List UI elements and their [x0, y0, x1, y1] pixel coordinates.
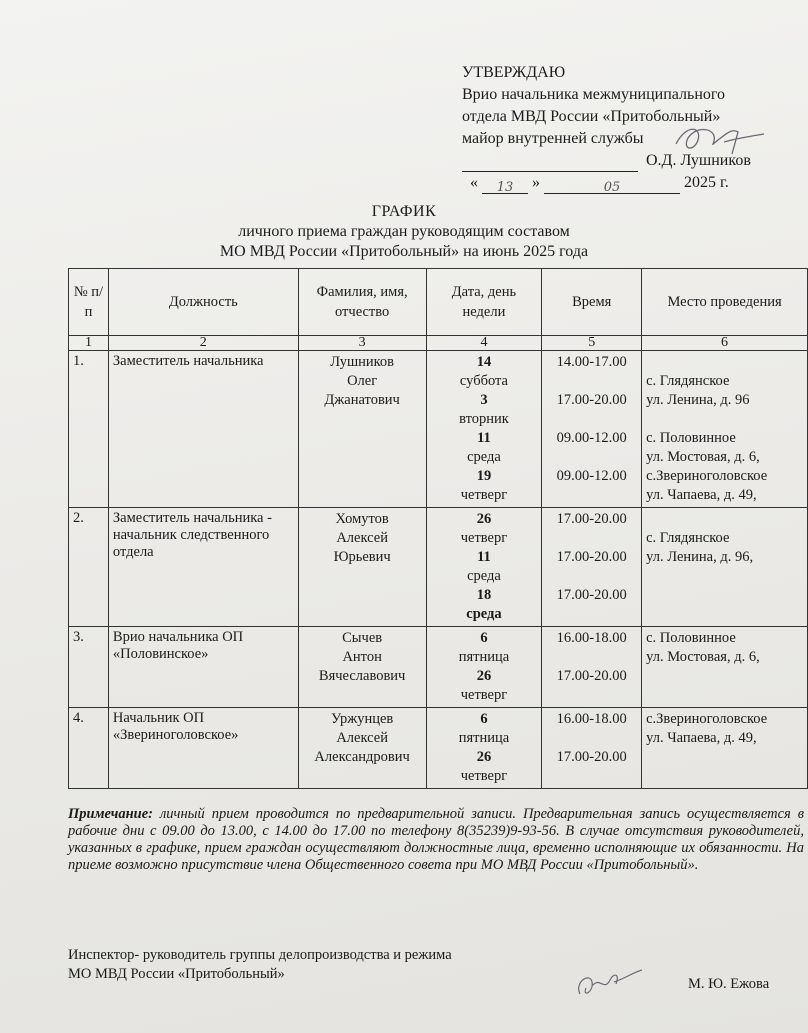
first-name: Алексей	[336, 530, 388, 546]
date-day: 3	[480, 392, 488, 408]
signature-blank	[462, 155, 638, 172]
col-num: 2	[108, 336, 298, 351]
place-village: с.Звериноголовское	[646, 711, 768, 727]
place-village: с. Половинное	[646, 430, 736, 446]
row-dates	[426, 508, 542, 627]
weekday: среда	[467, 449, 501, 465]
table-row	[69, 627, 808, 708]
title-line-1: ГРАФИК	[371, 203, 437, 220]
patronymic: Александрович	[314, 749, 410, 765]
date-day: 26	[476, 668, 492, 684]
row-places	[642, 351, 808, 508]
table-row	[69, 508, 808, 627]
place-village: с.Звериноголовское	[646, 468, 768, 484]
patronymic: Юрьевич	[333, 549, 391, 565]
time-slot: 17.00-20.00	[556, 587, 627, 603]
table-row	[69, 708, 808, 789]
row-fullname	[298, 351, 426, 508]
note-text: личный прием проводится по предварительной записи. Предварительная запись осуществляется в рабочие дни с 09.00 до 13.00, с 14.00 до 17.00 по телефону 8(35239)9-93-56. В случае отсутствия руководителей, указанных в графике, прием граждан осуществляют должностные лица, временно исполняющие их обязанности. На приеме возможно присутствие члена Общественного совета при МО МВД России «Притобольный».	[68, 806, 805, 873]
date-day: 11	[477, 430, 491, 446]
place-street: ул. Ленина, д. 96,	[646, 549, 754, 565]
first-name: Олег	[347, 373, 378, 389]
weekday: среда	[467, 568, 501, 584]
date-day: 13	[482, 177, 528, 194]
time-slot: 17.00-20.00	[556, 749, 627, 765]
date-day: 26	[476, 749, 492, 765]
time-slot: 09.00-12.00	[556, 468, 627, 484]
approver-name: О.Д. Лушников	[646, 152, 751, 169]
place-street: ул. Ленина, д. 96	[646, 392, 750, 408]
column-number-row	[69, 336, 808, 351]
document-title	[0, 202, 808, 262]
note-paragraph	[68, 806, 804, 874]
table-header-row	[69, 269, 808, 336]
row-dates	[426, 708, 542, 789]
time-slot: 16.00-18.00	[556, 630, 627, 646]
row-position: Заместитель начальника - начальник следственного отдела	[108, 508, 298, 627]
row-position: Заместитель начальника	[108, 351, 298, 508]
patronymic: Джанатович	[324, 392, 400, 408]
approval-line-1: Врио начальника межмуниципального	[462, 86, 726, 103]
row-fullname	[298, 627, 426, 708]
title-line-2: личного приема граждан руководящим составом	[238, 223, 570, 240]
header-time: Время	[542, 269, 642, 336]
row-times	[542, 627, 642, 708]
col-num: 5	[542, 336, 642, 351]
date-day: 14	[476, 354, 492, 370]
row-position: Врио начальника ОП «Половинское»	[108, 627, 298, 708]
date-day: 18	[476, 587, 492, 603]
inspector-signature-image	[570, 962, 650, 1006]
first-name: Антон	[342, 649, 382, 665]
weekday: пятница	[458, 730, 510, 746]
time-slot: 17.00-20.00	[556, 511, 627, 527]
surname: Лушников	[330, 354, 395, 370]
date-day: 6	[480, 630, 488, 646]
weekday: пятница	[458, 649, 510, 665]
weekday: суббота	[459, 373, 508, 389]
first-name: Алексей	[336, 730, 388, 746]
weekday: среда	[466, 606, 502, 622]
row-number: 3.	[69, 627, 109, 708]
row-number: 2.	[69, 508, 109, 627]
date-day: 11	[477, 549, 491, 565]
col-num: 4	[426, 336, 542, 351]
footer-block	[68, 946, 452, 984]
time-slot: 09.00-12.00	[556, 430, 627, 446]
col-num: 6	[642, 336, 808, 351]
row-fullname	[298, 708, 426, 789]
date-year: 2025 г.	[684, 174, 729, 191]
header-place: Место проведения	[642, 269, 808, 336]
row-number: 4.	[69, 708, 109, 789]
signer-name: М. Ю. Ежова	[688, 976, 770, 992]
table-row	[69, 351, 808, 508]
header-name: Фамилия, имя, отчество	[298, 269, 426, 336]
header-date: Дата, день недели	[426, 269, 542, 336]
row-times	[542, 708, 642, 789]
surname: Уржунцев	[330, 711, 394, 727]
row-dates	[426, 351, 542, 508]
patronymic: Вячеславович	[318, 668, 406, 684]
row-places	[642, 508, 808, 627]
place-street: ул. Чапаева, д. 49,	[646, 730, 757, 746]
date-day: 6	[480, 711, 488, 727]
place-street: ул. Мостовая, д. 6,	[646, 649, 760, 665]
approval-line-2: отдела МВД России «Притобольный»	[462, 108, 721, 125]
schedule-table	[68, 268, 808, 789]
time-slot: 14.00-17.00	[556, 354, 627, 370]
row-position: Начальник ОП «Звериноголовское»	[108, 708, 298, 789]
surname: Сычев	[342, 630, 383, 646]
weekday: четверг	[460, 687, 508, 703]
place-village: с. Половинное	[646, 630, 736, 646]
col-num: 1	[69, 336, 109, 351]
footer-line-1: Инспектор- руководитель группы делопроизводства и режима	[68, 947, 452, 963]
approver-signature-image	[668, 114, 768, 164]
place-village: с. Глядянское	[646, 373, 730, 389]
date-month: 05	[544, 177, 680, 194]
row-places	[642, 708, 808, 789]
place-street: ул. Чапаева, д. 49,	[646, 487, 757, 503]
time-slot: 16.00-18.00	[556, 711, 627, 727]
row-number: 1.	[69, 351, 109, 508]
note-label: Примечание:	[68, 806, 154, 822]
weekday: четверг	[460, 487, 508, 503]
time-slot: 17.00-20.00	[556, 549, 627, 565]
date-day: 26	[476, 511, 492, 527]
approval-heading: УТВЕРЖДАЮ	[462, 64, 566, 81]
surname: Хомутов	[335, 511, 389, 527]
row-places	[642, 627, 808, 708]
footer-line-2: МО МВД России «Притобольный»	[68, 966, 285, 982]
weekday: вторник	[459, 411, 509, 427]
row-fullname	[298, 508, 426, 627]
date-day: 19	[476, 468, 492, 484]
row-times	[542, 351, 642, 508]
date-quote-close: »	[532, 174, 540, 191]
header-number: № п/ п	[69, 269, 109, 336]
time-slot: 17.00-20.00	[556, 668, 627, 684]
place-street: ул. Мостовая, д. 6,	[646, 449, 760, 465]
row-dates	[426, 627, 542, 708]
approval-line-3: майор внутренней службы	[462, 130, 644, 147]
header-position: Должность	[108, 269, 298, 336]
row-times	[542, 508, 642, 627]
weekday: четверг	[460, 768, 508, 784]
time-slot: 17.00-20.00	[556, 392, 627, 408]
weekday: четверг	[460, 530, 508, 546]
title-line-3: МО МВД России «Притобольный» на июнь 2025 года	[219, 243, 589, 260]
date-quote-open: «	[470, 174, 478, 191]
col-num: 3	[298, 336, 426, 351]
place-village: с. Глядянское	[646, 530, 730, 546]
approval-date-row	[462, 172, 751, 194]
